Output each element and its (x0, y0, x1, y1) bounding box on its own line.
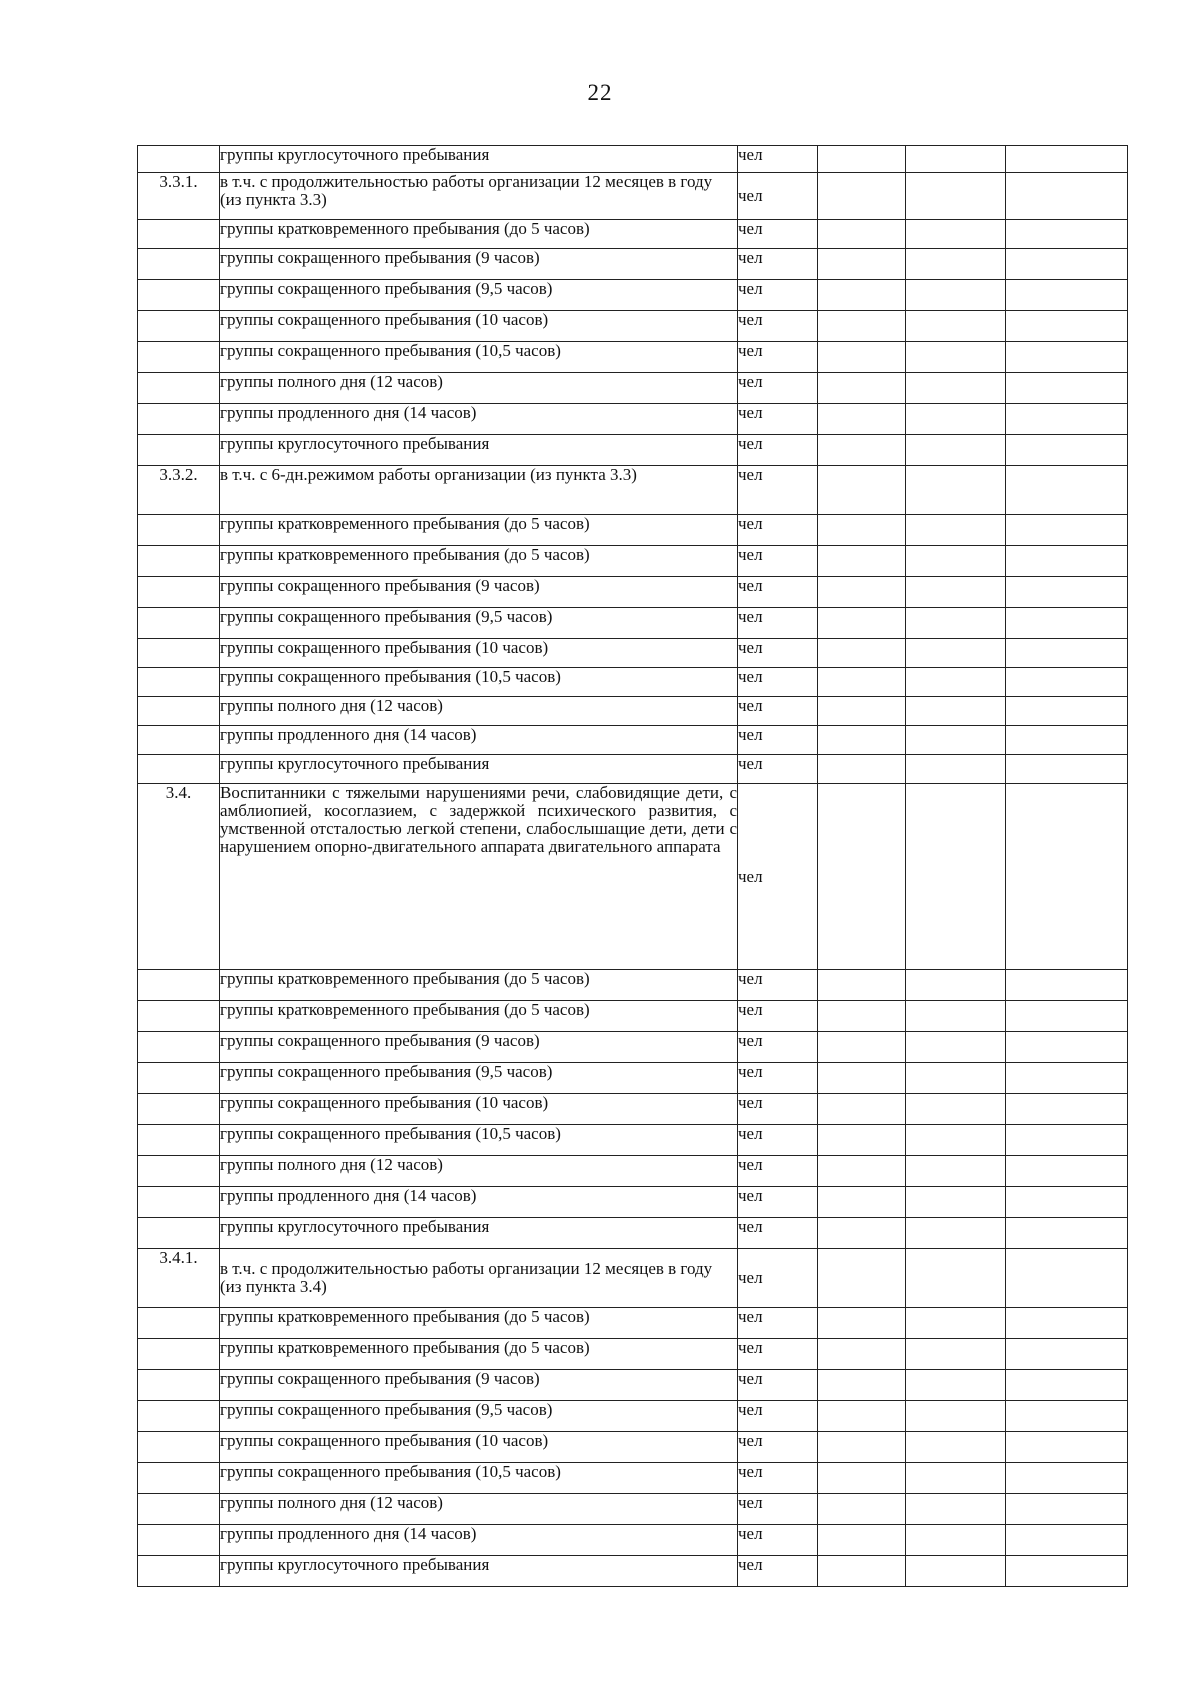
row-description-cell: группы круглосуточного пребывания (220, 435, 738, 466)
row-unit-cell: чел (738, 697, 818, 726)
row-description-cell: группы кратковременного пребывания (до 5 часов) (220, 970, 738, 1001)
row-unit-cell: чел (738, 1094, 818, 1125)
row-number-cell: 3.4.1. (138, 1249, 220, 1308)
row-description-cell: группы кратковременного пребывания (до 5 часов) (220, 1001, 738, 1032)
value-cell (1006, 342, 1128, 373)
value-cell (818, 1494, 906, 1525)
row-number-cell (138, 755, 220, 784)
row-unit-cell: чел (738, 970, 818, 1001)
value-cell (1006, 1187, 1128, 1218)
row-number-cell: 3.3.1. (138, 173, 220, 220)
row-unit-cell: чел (738, 373, 818, 404)
value-cell (1006, 784, 1128, 970)
row-number-cell (138, 1401, 220, 1432)
row-number-cell (138, 515, 220, 546)
value-cell (818, 668, 906, 697)
row-number-cell (138, 1463, 220, 1494)
value-cell (906, 726, 1006, 755)
value-cell (818, 546, 906, 577)
value-cell (818, 249, 906, 280)
table-row (138, 515, 1128, 546)
row-description-cell: Воспитанники с тяжелыми нарушениями речи, слабовидящие дети, с амблиопией, косоглазием, с задержкой психического развития, с умственной отсталостью легкой степени, слабослышащие дети, дети с нарушением опорно-двигательного аппарата двигательного аппарата (220, 784, 738, 970)
table-row (138, 546, 1128, 577)
value-cell (1006, 546, 1128, 577)
value-cell (906, 146, 1006, 173)
value-cell (818, 608, 906, 639)
row-description-cell: в т.ч. с продолжительностью работы организации 12 месяцев в году (из пункта 3.3) (220, 173, 738, 220)
row-description-cell: в т.ч. с продолжительностью работы организации 12 месяцев в году (из пункта 3.4) (220, 1249, 738, 1308)
row-unit-cell: чел (738, 1001, 818, 1032)
row-unit-cell: чел (738, 311, 818, 342)
value-cell (818, 639, 906, 668)
indicators-table (137, 145, 1128, 1587)
row-number-cell (138, 1187, 220, 1218)
table-row (138, 639, 1128, 668)
value-cell (906, 1339, 1006, 1370)
row-description-cell: группы сокращенного пребывания (10,5 часов) (220, 668, 738, 697)
value-cell (906, 1032, 1006, 1063)
value-cell (906, 608, 1006, 639)
row-unit-cell: чел (738, 1308, 818, 1339)
value-cell (906, 1308, 1006, 1339)
row-description-cell: группы полного дня (12 часов) (220, 373, 738, 404)
value-cell (906, 1556, 1006, 1587)
row-number-cell (138, 577, 220, 608)
value-cell (1006, 1156, 1128, 1187)
row-unit-cell: чел (738, 1125, 818, 1156)
value-cell (818, 146, 906, 173)
value-cell (1006, 1494, 1128, 1525)
row-unit-cell: чел (738, 1032, 818, 1063)
value-cell (818, 1432, 906, 1463)
table-row (138, 1156, 1128, 1187)
row-number-cell (138, 1125, 220, 1156)
row-description-cell: в т.ч. с 6-дн.режимом работы организации (из пункта 3.3) (220, 466, 738, 515)
value-cell (906, 1001, 1006, 1032)
table-row (138, 1525, 1128, 1556)
row-unit-cell: чел (738, 1187, 818, 1218)
table-row (138, 1218, 1128, 1249)
row-number-cell (138, 1525, 220, 1556)
table-row (138, 220, 1128, 249)
row-unit-cell: чел (738, 435, 818, 466)
row-unit-cell: чел (738, 1401, 818, 1432)
value-cell (906, 639, 1006, 668)
value-cell (1006, 1370, 1128, 1401)
row-description-cell: группы продленного дня (14 часов) (220, 404, 738, 435)
value-cell (1006, 373, 1128, 404)
value-cell (1006, 466, 1128, 515)
value-cell (818, 515, 906, 546)
row-number-cell (138, 668, 220, 697)
table-row (138, 668, 1128, 697)
value-cell (906, 515, 1006, 546)
row-description-cell: группы сокращенного пребывания (10 часов) (220, 639, 738, 668)
value-cell (818, 1525, 906, 1556)
table-row (138, 404, 1128, 435)
value-cell (1006, 1432, 1128, 1463)
value-cell (818, 173, 906, 220)
row-description-cell: группы продленного дня (14 часов) (220, 1187, 738, 1218)
row-description-cell: группы сокращенного пребывания (10,5 часов) (220, 1125, 738, 1156)
row-description-cell: группы сокращенного пребывания (9,5 часов) (220, 280, 738, 311)
row-number-cell (138, 1494, 220, 1525)
row-number-cell: 3.4. (138, 784, 220, 970)
row-unit-cell: чел (738, 639, 818, 668)
table-row (138, 697, 1128, 726)
row-description-cell: группы полного дня (12 часов) (220, 697, 738, 726)
value-cell (1006, 404, 1128, 435)
table-row (138, 311, 1128, 342)
value-cell (818, 1463, 906, 1494)
value-cell (906, 1063, 1006, 1094)
row-number-cell (138, 608, 220, 639)
value-cell (1006, 726, 1128, 755)
table-body (138, 146, 1128, 1587)
value-cell (1006, 1125, 1128, 1156)
value-cell (1006, 1339, 1128, 1370)
row-unit-cell: чел (738, 146, 818, 173)
row-number-cell (138, 970, 220, 1001)
row-unit-cell: чел (738, 466, 818, 515)
value-cell (818, 466, 906, 515)
row-unit-cell: чел (738, 249, 818, 280)
row-unit-cell: чел (738, 1463, 818, 1494)
value-cell (906, 311, 1006, 342)
value-cell (906, 280, 1006, 311)
value-cell (818, 311, 906, 342)
row-number-cell (138, 726, 220, 755)
row-description-cell: группы круглосуточного пребывания (220, 1556, 738, 1587)
row-number-cell (138, 249, 220, 280)
value-cell (818, 1218, 906, 1249)
row-unit-cell: чел (738, 280, 818, 311)
value-cell (1006, 1249, 1128, 1308)
value-cell (1006, 280, 1128, 311)
value-cell (906, 1494, 1006, 1525)
row-number-cell (138, 280, 220, 311)
value-cell (1006, 220, 1128, 249)
table-row (138, 1094, 1128, 1125)
value-cell (1006, 1063, 1128, 1094)
row-unit-cell: чел (738, 784, 818, 970)
row-description-cell: группы продленного дня (14 часов) (220, 1525, 738, 1556)
table-row (138, 1187, 1128, 1218)
table-row (138, 1308, 1128, 1339)
row-description-cell: группы кратковременного пребывания (до 5 часов) (220, 220, 738, 249)
row-unit-cell: чел (738, 342, 818, 373)
row-number-cell (138, 311, 220, 342)
row-description-cell: группы круглосуточного пребывания (220, 755, 738, 784)
row-number-cell (138, 146, 220, 173)
row-unit-cell: чел (738, 515, 818, 546)
table-row (138, 1432, 1128, 1463)
table-row (138, 173, 1128, 220)
value-cell (1006, 435, 1128, 466)
value-cell (1006, 608, 1128, 639)
row-description-cell: группы сокращенного пребывания (10 часов) (220, 1432, 738, 1463)
table-row (138, 784, 1128, 970)
row-number-cell (138, 404, 220, 435)
row-unit-cell: чел (738, 1339, 818, 1370)
value-cell (818, 784, 906, 970)
table-row (138, 1032, 1128, 1063)
value-cell (906, 1125, 1006, 1156)
row-number-cell (138, 435, 220, 466)
value-cell (818, 280, 906, 311)
row-number-cell (138, 1001, 220, 1032)
value-cell (1006, 755, 1128, 784)
value-cell (1006, 146, 1128, 173)
value-cell (1006, 249, 1128, 280)
row-unit-cell: чел (738, 577, 818, 608)
value-cell (818, 1094, 906, 1125)
row-description-cell: группы сокращенного пребывания (9 часов) (220, 1032, 738, 1063)
value-cell (818, 220, 906, 249)
row-number-cell (138, 1094, 220, 1125)
value-cell (1006, 668, 1128, 697)
row-description-cell: группы кратковременного пребывания (до 5 часов) (220, 1308, 738, 1339)
table-row (138, 1125, 1128, 1156)
value-cell (906, 173, 1006, 220)
row-number-cell (138, 1218, 220, 1249)
value-cell (1006, 1094, 1128, 1125)
value-cell (1006, 173, 1128, 220)
value-cell (818, 1370, 906, 1401)
value-cell (906, 546, 1006, 577)
row-description-cell: группы сокращенного пребывания (10,5 часов) (220, 1463, 738, 1494)
table-row (138, 755, 1128, 784)
value-cell (1006, 1525, 1128, 1556)
table-row (138, 146, 1128, 173)
value-cell (818, 1249, 906, 1308)
row-description-cell: группы продленного дня (14 часов) (220, 726, 738, 755)
table-row (138, 1401, 1128, 1432)
value-cell (906, 1094, 1006, 1125)
value-cell (906, 970, 1006, 1001)
value-cell (906, 435, 1006, 466)
table-row (138, 1556, 1128, 1587)
value-cell (1006, 697, 1128, 726)
table-row (138, 342, 1128, 373)
row-unit-cell: чел (738, 1432, 818, 1463)
value-cell (906, 577, 1006, 608)
row-number-cell (138, 546, 220, 577)
value-cell (818, 1339, 906, 1370)
value-cell (818, 1032, 906, 1063)
value-cell (906, 249, 1006, 280)
table-row (138, 577, 1128, 608)
value-cell (818, 697, 906, 726)
value-cell (818, 1401, 906, 1432)
value-cell (818, 1556, 906, 1587)
row-description-cell: группы сокращенного пребывания (9 часов) (220, 249, 738, 280)
row-number-cell (138, 1032, 220, 1063)
row-unit-cell: чел (738, 755, 818, 784)
value-cell (1006, 1218, 1128, 1249)
value-cell (1006, 639, 1128, 668)
value-cell (906, 1432, 1006, 1463)
value-cell (818, 404, 906, 435)
row-description-cell: группы сокращенного пребывания (9,5 часов) (220, 1063, 738, 1094)
value-cell (1006, 1463, 1128, 1494)
value-cell (906, 1401, 1006, 1432)
row-unit-cell: чел (738, 404, 818, 435)
row-unit-cell: чел (738, 1249, 818, 1308)
table-row (138, 280, 1128, 311)
value-cell (818, 1125, 906, 1156)
value-cell (818, 435, 906, 466)
table-row (138, 466, 1128, 515)
value-cell (906, 784, 1006, 970)
value-cell (906, 220, 1006, 249)
row-number-cell (138, 1339, 220, 1370)
value-cell (818, 1187, 906, 1218)
value-cell (906, 373, 1006, 404)
row-description-cell: группы полного дня (12 часов) (220, 1156, 738, 1187)
table-row (138, 249, 1128, 280)
value-cell (818, 577, 906, 608)
value-cell (1006, 970, 1128, 1001)
row-unit-cell: чел (738, 1494, 818, 1525)
row-description-cell: группы сокращенного пребывания (10 часов) (220, 311, 738, 342)
table-row (138, 373, 1128, 404)
row-unit-cell: чел (738, 1370, 818, 1401)
row-unit-cell: чел (738, 1156, 818, 1187)
value-cell (906, 466, 1006, 515)
value-cell (818, 1156, 906, 1187)
row-description-cell: группы круглосуточного пребывания (220, 146, 738, 173)
value-cell (906, 1525, 1006, 1556)
row-unit-cell: чел (738, 220, 818, 249)
row-unit-cell: чел (738, 1556, 818, 1587)
row-unit-cell: чел (738, 668, 818, 697)
row-unit-cell: чел (738, 608, 818, 639)
value-cell (906, 1463, 1006, 1494)
row-description-cell: группы кратковременного пребывания (до 5 часов) (220, 1339, 738, 1370)
table-row (138, 1339, 1128, 1370)
row-number-cell (138, 1308, 220, 1339)
table-row (138, 1063, 1128, 1094)
row-number-cell (138, 639, 220, 668)
value-cell (1006, 1308, 1128, 1339)
value-cell (1006, 1556, 1128, 1587)
row-number-cell: 3.3.2. (138, 466, 220, 515)
row-number-cell (138, 1063, 220, 1094)
value-cell (906, 1218, 1006, 1249)
table-row (138, 1463, 1128, 1494)
value-cell (906, 1156, 1006, 1187)
value-cell (1006, 577, 1128, 608)
value-cell (906, 755, 1006, 784)
row-unit-cell: чел (738, 726, 818, 755)
value-cell (906, 1370, 1006, 1401)
value-cell (906, 697, 1006, 726)
row-number-cell (138, 1156, 220, 1187)
row-description-cell: группы сокращенного пребывания (9,5 часов) (220, 1401, 738, 1432)
row-unit-cell: чел (738, 1063, 818, 1094)
value-cell (818, 726, 906, 755)
row-number-cell (138, 220, 220, 249)
row-unit-cell: чел (738, 1525, 818, 1556)
value-cell (1006, 515, 1128, 546)
value-cell (818, 342, 906, 373)
row-number-cell (138, 697, 220, 726)
row-number-cell (138, 1370, 220, 1401)
row-description-cell: группы сокращенного пребывания (9 часов) (220, 1370, 738, 1401)
table-row (138, 1370, 1128, 1401)
value-cell (906, 404, 1006, 435)
table-row (138, 1494, 1128, 1525)
row-number-cell (138, 342, 220, 373)
table-row (138, 1001, 1128, 1032)
row-unit-cell: чел (738, 173, 818, 220)
row-description-cell: группы сокращенного пребывания (9,5 часов) (220, 608, 738, 639)
row-number-cell (138, 1432, 220, 1463)
value-cell (906, 1187, 1006, 1218)
table-row (138, 608, 1128, 639)
row-number-cell (138, 373, 220, 404)
value-cell (906, 668, 1006, 697)
table-row (138, 726, 1128, 755)
value-cell (818, 1001, 906, 1032)
value-cell (818, 1308, 906, 1339)
row-description-cell: группы сокращенного пребывания (10 часов) (220, 1094, 738, 1125)
row-unit-cell: чел (738, 1218, 818, 1249)
value-cell (1006, 1401, 1128, 1432)
page-number: 22 (587, 80, 613, 105)
value-cell (818, 1063, 906, 1094)
table-row (138, 1249, 1128, 1308)
value-cell (1006, 1001, 1128, 1032)
row-description-cell: группы сокращенного пребывания (10,5 часов) (220, 342, 738, 373)
value-cell (818, 373, 906, 404)
value-cell (818, 970, 906, 1001)
value-cell (818, 755, 906, 784)
row-description-cell: группы круглосуточного пребывания (220, 1218, 738, 1249)
value-cell (1006, 311, 1128, 342)
row-description-cell: группы кратковременного пребывания (до 5 часов) (220, 546, 738, 577)
row-number-cell (138, 1556, 220, 1587)
row-description-cell: группы кратковременного пребывания (до 5 часов) (220, 515, 738, 546)
row-description-cell: группы полного дня (12 часов) (220, 1494, 738, 1525)
value-cell (906, 342, 1006, 373)
row-unit-cell: чел (738, 546, 818, 577)
value-cell (1006, 1032, 1128, 1063)
table-row (138, 435, 1128, 466)
table-row (138, 970, 1128, 1001)
row-description-cell: группы сокращенного пребывания (9 часов) (220, 577, 738, 608)
value-cell (906, 1249, 1006, 1308)
